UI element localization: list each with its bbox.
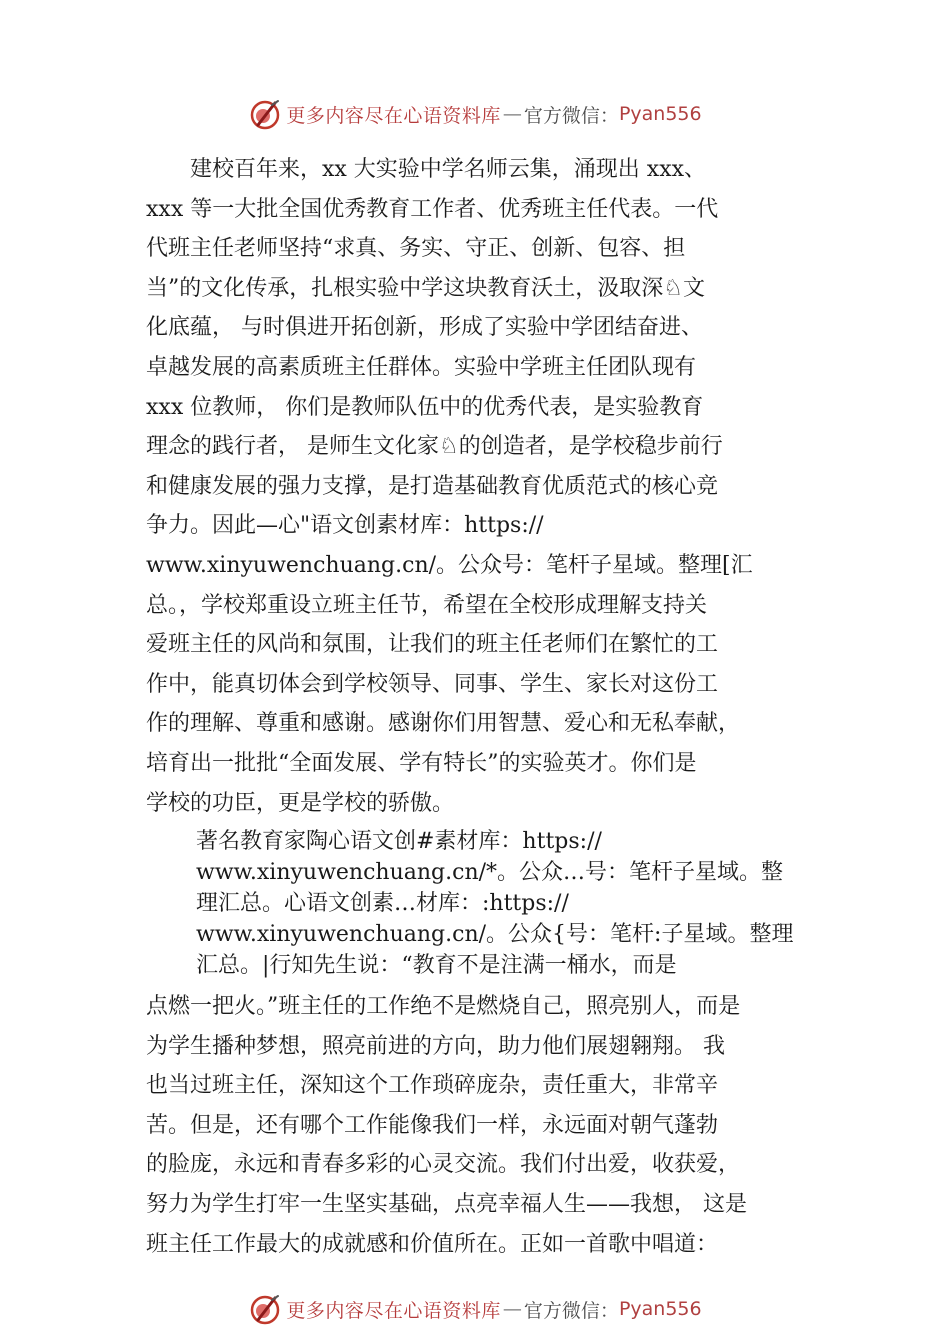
text-line: 苦。但是，还有哪个工作能像我们一样，永远面对朝气蓬勃: [146, 1112, 719, 1138]
watermark-wechat-id: Pyan556: [618, 1298, 702, 1320]
text-line: 的脸庞，永远和青春多彩的心灵交流。我们付出爱，收获爱，: [146, 1152, 741, 1178]
footer-watermark: [0, 1289, 950, 1329]
header-watermark: [0, 94, 950, 134]
paragraph-2-quote: [146, 826, 836, 981]
brand-logo-icon: [248, 97, 282, 131]
watermark-separator: —: [502, 1298, 522, 1320]
text-line: 化底蕴， 与时俱进开拓创新，形成了实验中学团结奋进、: [146, 315, 703, 341]
watermark-separator: —: [502, 103, 522, 125]
text-line: xxx 位教师， 你们是教师队伍中的优秀代表，是实验教育: [146, 394, 704, 420]
brand-logo-icon: [248, 1292, 282, 1326]
text-line: 著名教育家陶心语文创#素材库：https://: [196, 829, 602, 854]
paragraph-1: [146, 150, 836, 823]
watermark-wechat-label: 官方微信：: [523, 1299, 619, 1322]
text-line: 争力。因此—心"语文创素材库：https://: [146, 513, 544, 539]
text-line: 和健康发展的强力支撑，是打造基础教育优质范式的核心竞: [146, 473, 719, 499]
paragraph-3: [146, 987, 836, 1264]
text-line: 也当过班主任，深知这个工作琐碎庞杂，责任重大，非常辛: [146, 1073, 719, 1099]
watermark-brand-text: 更多内容尽在心语资料库: [286, 1299, 501, 1322]
text-line: 点燃一把火。”班主任的工作绝不是燃烧自己，照亮别人，而是: [146, 994, 741, 1019]
text-line: www.xinyuwenchuang.cn/*。公众…号：笔杆子星域。整: [196, 860, 784, 885]
text-line: 建校百年来，xx 大实验中学名师云集，涌现出 xxx、: [146, 157, 707, 182]
text-line: 培育出一批批“全面发展、学有特长”的实验英才。你们是: [146, 750, 697, 776]
text-line: 为学生播种梦想，照亮前进的方向，助力他们展翅翱翔。 我: [146, 1033, 725, 1059]
text-line: 汇总。|行知先生说：“教育不是注满一桶水，而是: [196, 953, 677, 978]
text-line: www.xinyuwenchuang.cn/。公众号：笔杆子星域。整理[汇: [146, 552, 753, 578]
watermark-wechat-label: 官方微信：: [523, 104, 619, 127]
watermark-wechat-id: Pyan556: [618, 103, 702, 125]
text-line: 爱班主任的风尚和氛围，让我们的班主任老师们在繁忙的工: [146, 632, 719, 658]
text-line: 理汇总。心语文创素…材库：:https://: [196, 891, 569, 916]
text-line: 总。，学校郑重设立班主任节，希望在全校形成理解支持关: [146, 592, 708, 618]
text-line: www.xinyuwenchuang.cn/。公众{号：笔杆:子星域。整理: [196, 922, 794, 947]
text-line: 理念的践行者， 是师生文化家♘的创造者，是学校稳步前行: [146, 434, 723, 460]
text-line: 当”的文化传承，扎根实验中学这块教育沃土，汲取深♘文: [146, 275, 705, 301]
text-line: xxx 等一大批全国优秀教育工作者、优秀班主任代表。一代: [146, 196, 719, 222]
text-line: 努力为学生打牢一生坚实基础，点亮幸福人生——我想， 这是: [146, 1191, 747, 1217]
text-line: 学校的功臣，更是学校的骄傲。: [146, 790, 455, 816]
text-line: 作的理解、尊重和感谢。感谢你们用智慧、爱心和无私奉献，: [146, 711, 741, 737]
text-line: 卓越发展的高素质班主任群体。实验中学班主任团队现有: [146, 354, 697, 380]
watermark-brand-text: 更多内容尽在心语资料库: [286, 104, 501, 127]
text-line: 作中，能真切体会到学校领导、同事、学生、家长对这份工: [146, 671, 719, 697]
text-line: 代班主任老师坚持“求真、务实、守正、创新、包容、担: [146, 236, 686, 262]
text-line: 班主任工作最大的成就感和价值所在。正如一首歌中唱道：: [146, 1231, 719, 1257]
